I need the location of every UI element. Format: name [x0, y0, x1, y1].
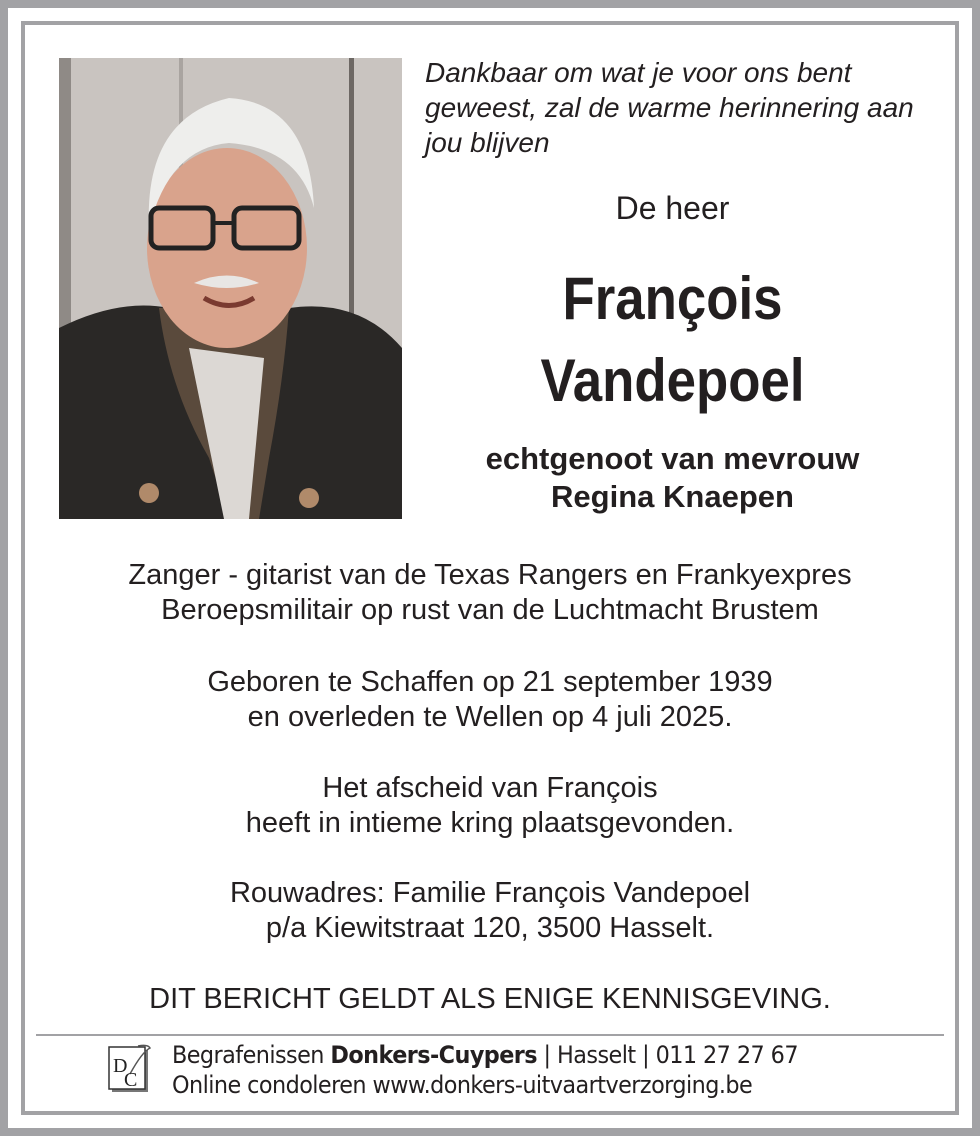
- dates: [25, 665, 955, 735]
- memorial-quote: Dankbaar om wat je voor ons bent geweest, zal de warme herinnering aan jou blijven: [425, 57, 914, 158]
- farewell-line-2: heeft in intieme kring plaatsgevonden.: [245, 807, 735, 839]
- birth-line: Geboren te Schaffen op 21 september 1939: [207, 666, 773, 698]
- occupation-line-2: Beroepsmilitair op rust van de Luchtmacht Brustem: [161, 594, 819, 626]
- svg-text:C: C: [124, 1069, 138, 1091]
- svg-text:D: D: [113, 1055, 128, 1077]
- last-name: Vandepoel: [540, 347, 805, 414]
- occupation-line-1: Zanger - gitarist van de Texas Rangers en Frankyexpres: [128, 559, 852, 591]
- address-line-1: Rouwadres: Familie François Vandepoel: [229, 877, 751, 909]
- mourning-address: [25, 876, 955, 946]
- farewell-line-1: Het afscheid van François: [322, 772, 658, 804]
- footer-contact: | Hasselt | 011 27 27 67: [536, 1041, 798, 1069]
- funeral-home-line: [172, 1040, 798, 1070]
- death-line: en overleden te Wellen op 4 juli 2025.: [247, 701, 733, 733]
- official-notice: DIT BERICHT GELDT ALS ENIGE KENNISGEVING.: [149, 983, 831, 1015]
- company-name: Donkers-Cuypers: [330, 1041, 537, 1069]
- online-condolence-link[interactable]: Online condoleren www.donkers-uitvaartverzorging.be: [172, 1071, 753, 1099]
- occupation: [25, 558, 955, 628]
- farewell: [25, 771, 955, 841]
- portrait-photo: [59, 58, 402, 519]
- funeral-home-logo: [108, 1044, 152, 1094]
- deceased-name: [433, 258, 913, 422]
- honorific: De heer: [615, 190, 730, 226]
- spouse-line-2: Regina Knaepen: [551, 479, 794, 514]
- funeral-home-footer: [172, 1040, 798, 1100]
- footer-prefix: Begrafenissen: [172, 1041, 331, 1069]
- spouse-line-1: echtgenoot van mevrouw: [485, 441, 860, 476]
- first-name: François: [562, 265, 783, 332]
- spouse-info: [400, 440, 945, 516]
- footer-divider: [36, 1034, 944, 1036]
- address-line-2: p/a Kiewitstraat 120, 3500 Hasselt.: [265, 912, 715, 944]
